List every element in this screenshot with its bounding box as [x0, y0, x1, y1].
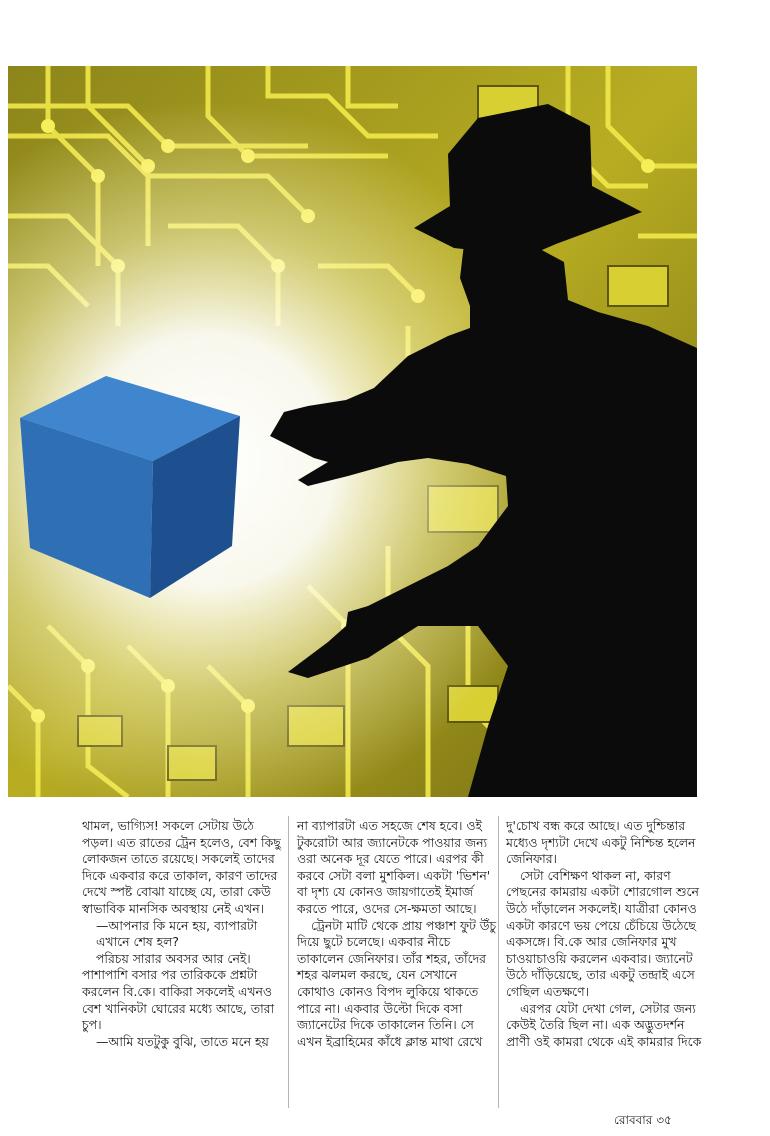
text-line: —আমি যতটুকু বুঝি, তাতে মনে হয়: [96, 1033, 269, 1049]
text-line: পরিচয় সারার অবসর আর নেই।: [96, 950, 251, 966]
text-line: চুপ।: [82, 1017, 102, 1033]
text-line: উঠে দাঁড়ালেন সকলেই। যাত্রীরা কোনও: [506, 900, 697, 916]
text-line: শহর ঝলমল করছে, যেন সেখানে: [297, 967, 457, 983]
text-line: সেটা বেশিক্ষণ থাকল না, কারণ: [520, 867, 671, 883]
text-line: টুকরোটা আর জ্যানেটকে পাওয়ার জন্য: [297, 834, 488, 850]
text-line: গেছিল এতক্ষণে।: [506, 983, 590, 999]
text-line: পড়ল। এত রাতের ট্রেন হলেও, বেশ কিছু: [82, 834, 281, 850]
text-line: উঠে দাঁড়িয়েছে, তার একটু তন্দ্রাই এসে: [506, 967, 695, 983]
text-line: না ব্যাপারটা এত সহজে শেষ হবে। ওই: [297, 818, 482, 833]
column-divider: [288, 816, 289, 1108]
circuit-board-artwork: [8, 66, 697, 797]
text-column-1: [82, 818, 282, 1050]
text-line: একটা কারণে ভয় পেয়ে চেঁচিয়ে উঠেছে: [506, 917, 696, 933]
text-line: থামল, ভাগ্যিস! সকলে সেটায় উঠে: [82, 818, 254, 833]
column-divider: [498, 816, 499, 1108]
text-line: মধ্যেও দৃশ্যটা দেখে একটু নিশ্চিন্ত হলেন: [506, 834, 696, 850]
text-line: এখন ইব্রাহিমের কাঁধে ক্লান্ত মাথা রেখে: [297, 1033, 483, 1049]
text-line: দু'চোখ বন্ধ করে আছে। এত দুশ্চিন্তার: [506, 818, 686, 833]
text-line: জেনিফার।: [506, 851, 557, 867]
text-line: জ্যানেটের দিকে তাকালেন তিনি। সে: [297, 1017, 474, 1033]
text-line: করবে সেটা বলা মুশকিল। একটা 'ভিশন': [297, 867, 491, 883]
text-line: পারে না। একবার উল্টো দিকে বসা: [297, 1000, 463, 1016]
text-line: এরপর যেটা দেখা গেল, সেটার জন্য: [520, 1000, 696, 1016]
text-line: ওরা অনেক দূর যেতে পারে। এরপর কী: [297, 851, 484, 867]
text-line: করলেন বি.কে। বাকিরা সকলেই এখনও: [82, 983, 273, 999]
text-line: এখানে শেষ হল?: [96, 934, 179, 950]
text-line: চাওয়াচাওয়ি করলেন একবার। জ্যানেট: [506, 950, 693, 966]
text-line: তাকালেন জেনিফার। তাঁর শহর, তাঁদের: [297, 950, 486, 966]
text-line: একসঙ্গে। বি.কে আর জেনিফার মুখ: [506, 934, 677, 950]
text-line: —আপনার কি মনে হয়, ব্যাপারটা: [96, 917, 258, 933]
text-line: কোথাও কোনও বিপদ লুকিয়ে থাকতে: [297, 983, 479, 999]
text-line: পেছনের কামরায় একটা শোরগোল শুনে: [506, 884, 699, 900]
hero-illustration: [8, 66, 697, 797]
text-column-3: [506, 818, 702, 1050]
text-line: পাশাপাশি বসার পর তারিককে প্রশ্নটা: [82, 967, 258, 983]
text-column-2: [297, 818, 497, 1050]
text-line: স্বাভাবিক মানসিক অবস্থায় নেই এখন।: [82, 900, 265, 916]
page-folio: রোববার ৩৫: [614, 1113, 672, 1127]
text-line: বেশ খানিকটা ঘোরের মধ্যে আছে, তারা: [82, 1000, 275, 1016]
text-line: ট্রেনটা মাটি থেকে প্রায় পঞ্চাশ ফুট উঁচু: [311, 917, 497, 933]
text-line: দিয়ে ছুটে চলেছে। একবার নীচে: [297, 934, 451, 950]
text-line: দেখে স্পষ্ট বোঝা যাচ্ছে যে, তারা কেউ: [82, 884, 271, 900]
text-line: প্রাণী ওই কামরা থেকে এই কামরার দিকে: [506, 1033, 702, 1049]
text-line: লোকজন তাতে রয়েছে। সকলেই তাদের: [82, 851, 275, 867]
text-line: বা দৃশ্য যে কোনও জায়গাতেই ইমার্জ: [297, 884, 474, 900]
text-line: কেউই তৈরি ছিল না। এক অদ্ভুতদর্শন: [506, 1017, 685, 1033]
text-line: দিকে একবার করে তাকাল, কারণ তাদের: [82, 867, 278, 883]
text-line: করতে পারে, ওদের সে-ক্ষমতা আছে।: [297, 900, 477, 916]
